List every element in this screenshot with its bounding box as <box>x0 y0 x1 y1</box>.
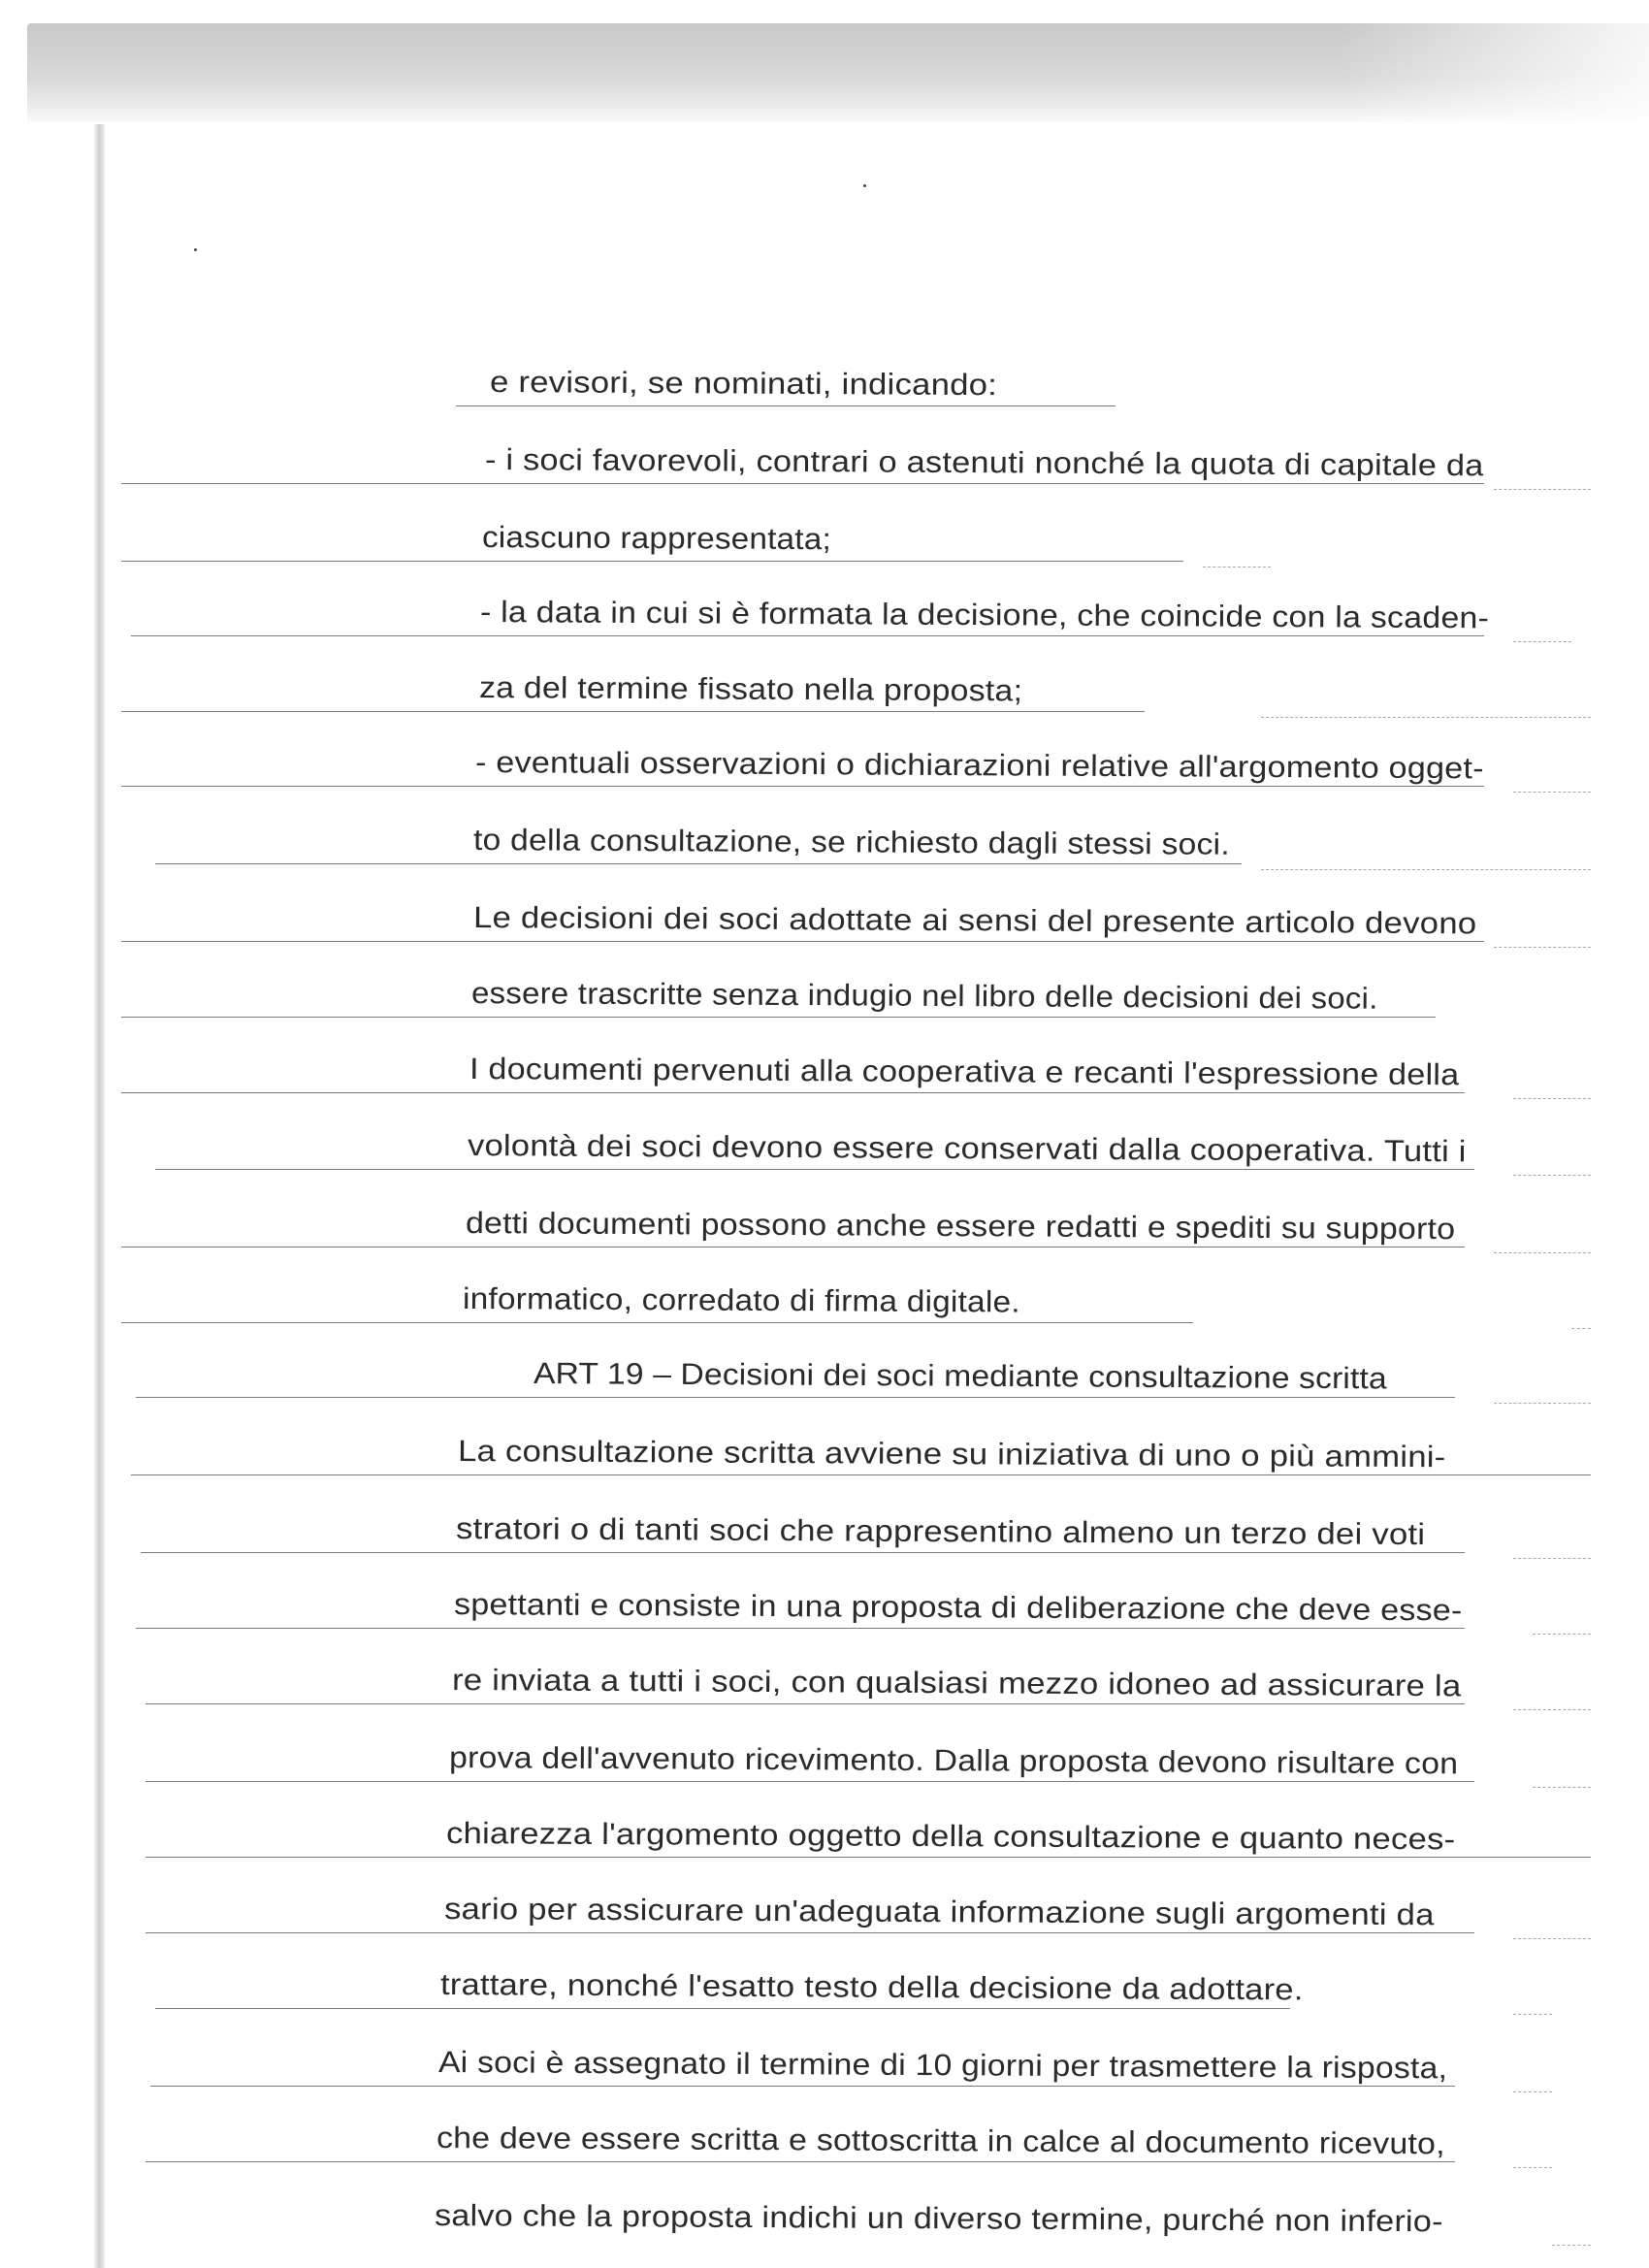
ruled-line <box>155 1169 1474 1170</box>
text-line-content: essere trascritte senza indugio nel libro delle decisioni dei soci. <box>470 976 1378 1016</box>
text-line-content: Le decisioni dei soci adottate ai sensi del presente articolo devono <box>472 900 1477 941</box>
text-line-content: - i soci favorevoli, contrari o astenuti nonché la quota di capitale da <box>484 442 1484 483</box>
ruled-line-margin <box>1513 1098 1591 1099</box>
ruled-line-margin <box>1494 1403 1591 1404</box>
ruled-line-margin <box>1513 792 1591 793</box>
ruled-line <box>155 2008 1290 2009</box>
ruled-line <box>146 1703 1465 1704</box>
text-line-content: che deve essere scritta e sottoscritta in calce al documento ricevuto, <box>436 2121 1445 2161</box>
ruled-line <box>131 635 1484 636</box>
ruled-line <box>136 1628 1465 1629</box>
ruled-line-margin <box>1552 2245 1591 2246</box>
text-line-content: I documenti pervenuti alla cooperativa e recanti l'espressione della <box>469 1052 1460 1092</box>
ruled-line <box>121 786 1484 787</box>
ruled-line-margin <box>1571 1328 1591 1329</box>
ruled-line <box>146 1781 1474 1782</box>
text-line-content: spettanti e consiste in una proposta di deliberazione che deve esse- <box>453 1587 1463 1628</box>
text-line-content: - eventuali osservazioni o dichiarazioni relative all'argomento ogget- <box>474 745 1484 786</box>
ruled-line <box>121 1322 1193 1323</box>
ruled-line <box>146 1932 1474 1933</box>
ruled-line-margin <box>1513 2014 1552 2015</box>
text-line-content: La consultazione scritta avviene su iniziativa di uno o più ammini- <box>457 1434 1446 1474</box>
ruled-line-margin <box>1513 1938 1591 1939</box>
article-heading-text: ART 19 – Decisioni dei soci mediante consultazione scritta <box>533 1356 1387 1396</box>
ruled-line <box>141 1552 1465 1553</box>
text-line-content: to della consultazione, se richiesto dagli stessi soci. <box>472 823 1231 861</box>
text-line-content: salvo che la proposta indichi un diverso termine, purché non inferio- <box>434 2198 1443 2239</box>
ruled-line-margin <box>1533 1787 1591 1788</box>
text-line-content: detti documenti possono anche essere redatti e spediti su supporto <box>465 1206 1456 1247</box>
text-line-content: sario per assicurare un'adeguata informazione sugli argomenti da <box>443 1892 1435 1932</box>
ruled-line-margin <box>1261 717 1591 718</box>
ruled-line-margin <box>1494 947 1591 948</box>
ruled-line-margin <box>1513 1709 1591 1710</box>
ruled-line-margin <box>1533 1634 1591 1635</box>
ruled-line <box>121 561 1183 562</box>
ruled-line <box>121 1092 1465 1093</box>
ruled-line <box>121 483 1484 484</box>
ruled-line <box>146 2161 1455 2162</box>
ruled-line-margin <box>1513 2167 1552 2168</box>
ruled-line-margin <box>1513 1558 1591 1559</box>
ruled-line <box>136 1397 1455 1398</box>
ruled-line <box>121 711 1145 712</box>
ruled-line-margin <box>1513 2091 1552 2092</box>
scan-speck <box>863 184 866 187</box>
text-line-content: volontà dei soci devono essere conservati dalla cooperativa. Tutti i <box>467 1128 1467 1169</box>
scan-speck <box>194 248 197 251</box>
text-line-content: ciascuno rappresentata; <box>481 520 832 557</box>
text-line-content: re inviata a tutti i soci, con qualsiasi mezzo idoneo ad assicurare la <box>451 1663 1462 1703</box>
text-line-content: trattare, nonché l'esatto testo della decisione da adottare. <box>439 1967 1304 2007</box>
ruled-line <box>146 1857 1591 1858</box>
text-line-content: informatico, corredato di firma digitale. <box>462 1281 1020 1319</box>
ruled-line <box>121 941 1484 942</box>
ruled-line <box>131 1474 1591 1475</box>
ruled-line <box>456 405 1116 406</box>
ruled-line <box>121 1017 1436 1018</box>
ruled-line-margin <box>1494 1252 1591 1253</box>
text-line-content: e revisori, se nominati, indicando: <box>489 365 998 403</box>
text-line-content: - la data in cui si è formata la decisione, che coincide con la scaden- <box>479 595 1490 635</box>
ruled-line-margin <box>1494 489 1591 490</box>
scan-binding-edge <box>93 124 105 2268</box>
ruled-line <box>150 2086 1455 2087</box>
ruled-line-margin <box>1513 1175 1591 1176</box>
ruled-line-margin <box>1513 641 1571 642</box>
scan-shadow-top <box>27 23 1649 122</box>
text-line-content: chiarezza l'argomento oggetto della consultazione e quanto neces- <box>445 1816 1456 1857</box>
text-line-content: stratori o di tanti soci che rappresentino almeno un terzo dei voti <box>455 1511 1426 1552</box>
ruled-line <box>155 863 1242 864</box>
text-line-content: za del termine fissato nella proposta; <box>478 670 1023 708</box>
ruled-line-margin <box>1261 869 1591 870</box>
text-line-content: prova dell'avvenuto ricevimento. Dalla proposta devono risultare con <box>448 1740 1459 1781</box>
text-line-content: Ai soci è assegnato il termine di 10 giorni per trasmettere la risposta, <box>437 2045 1448 2086</box>
